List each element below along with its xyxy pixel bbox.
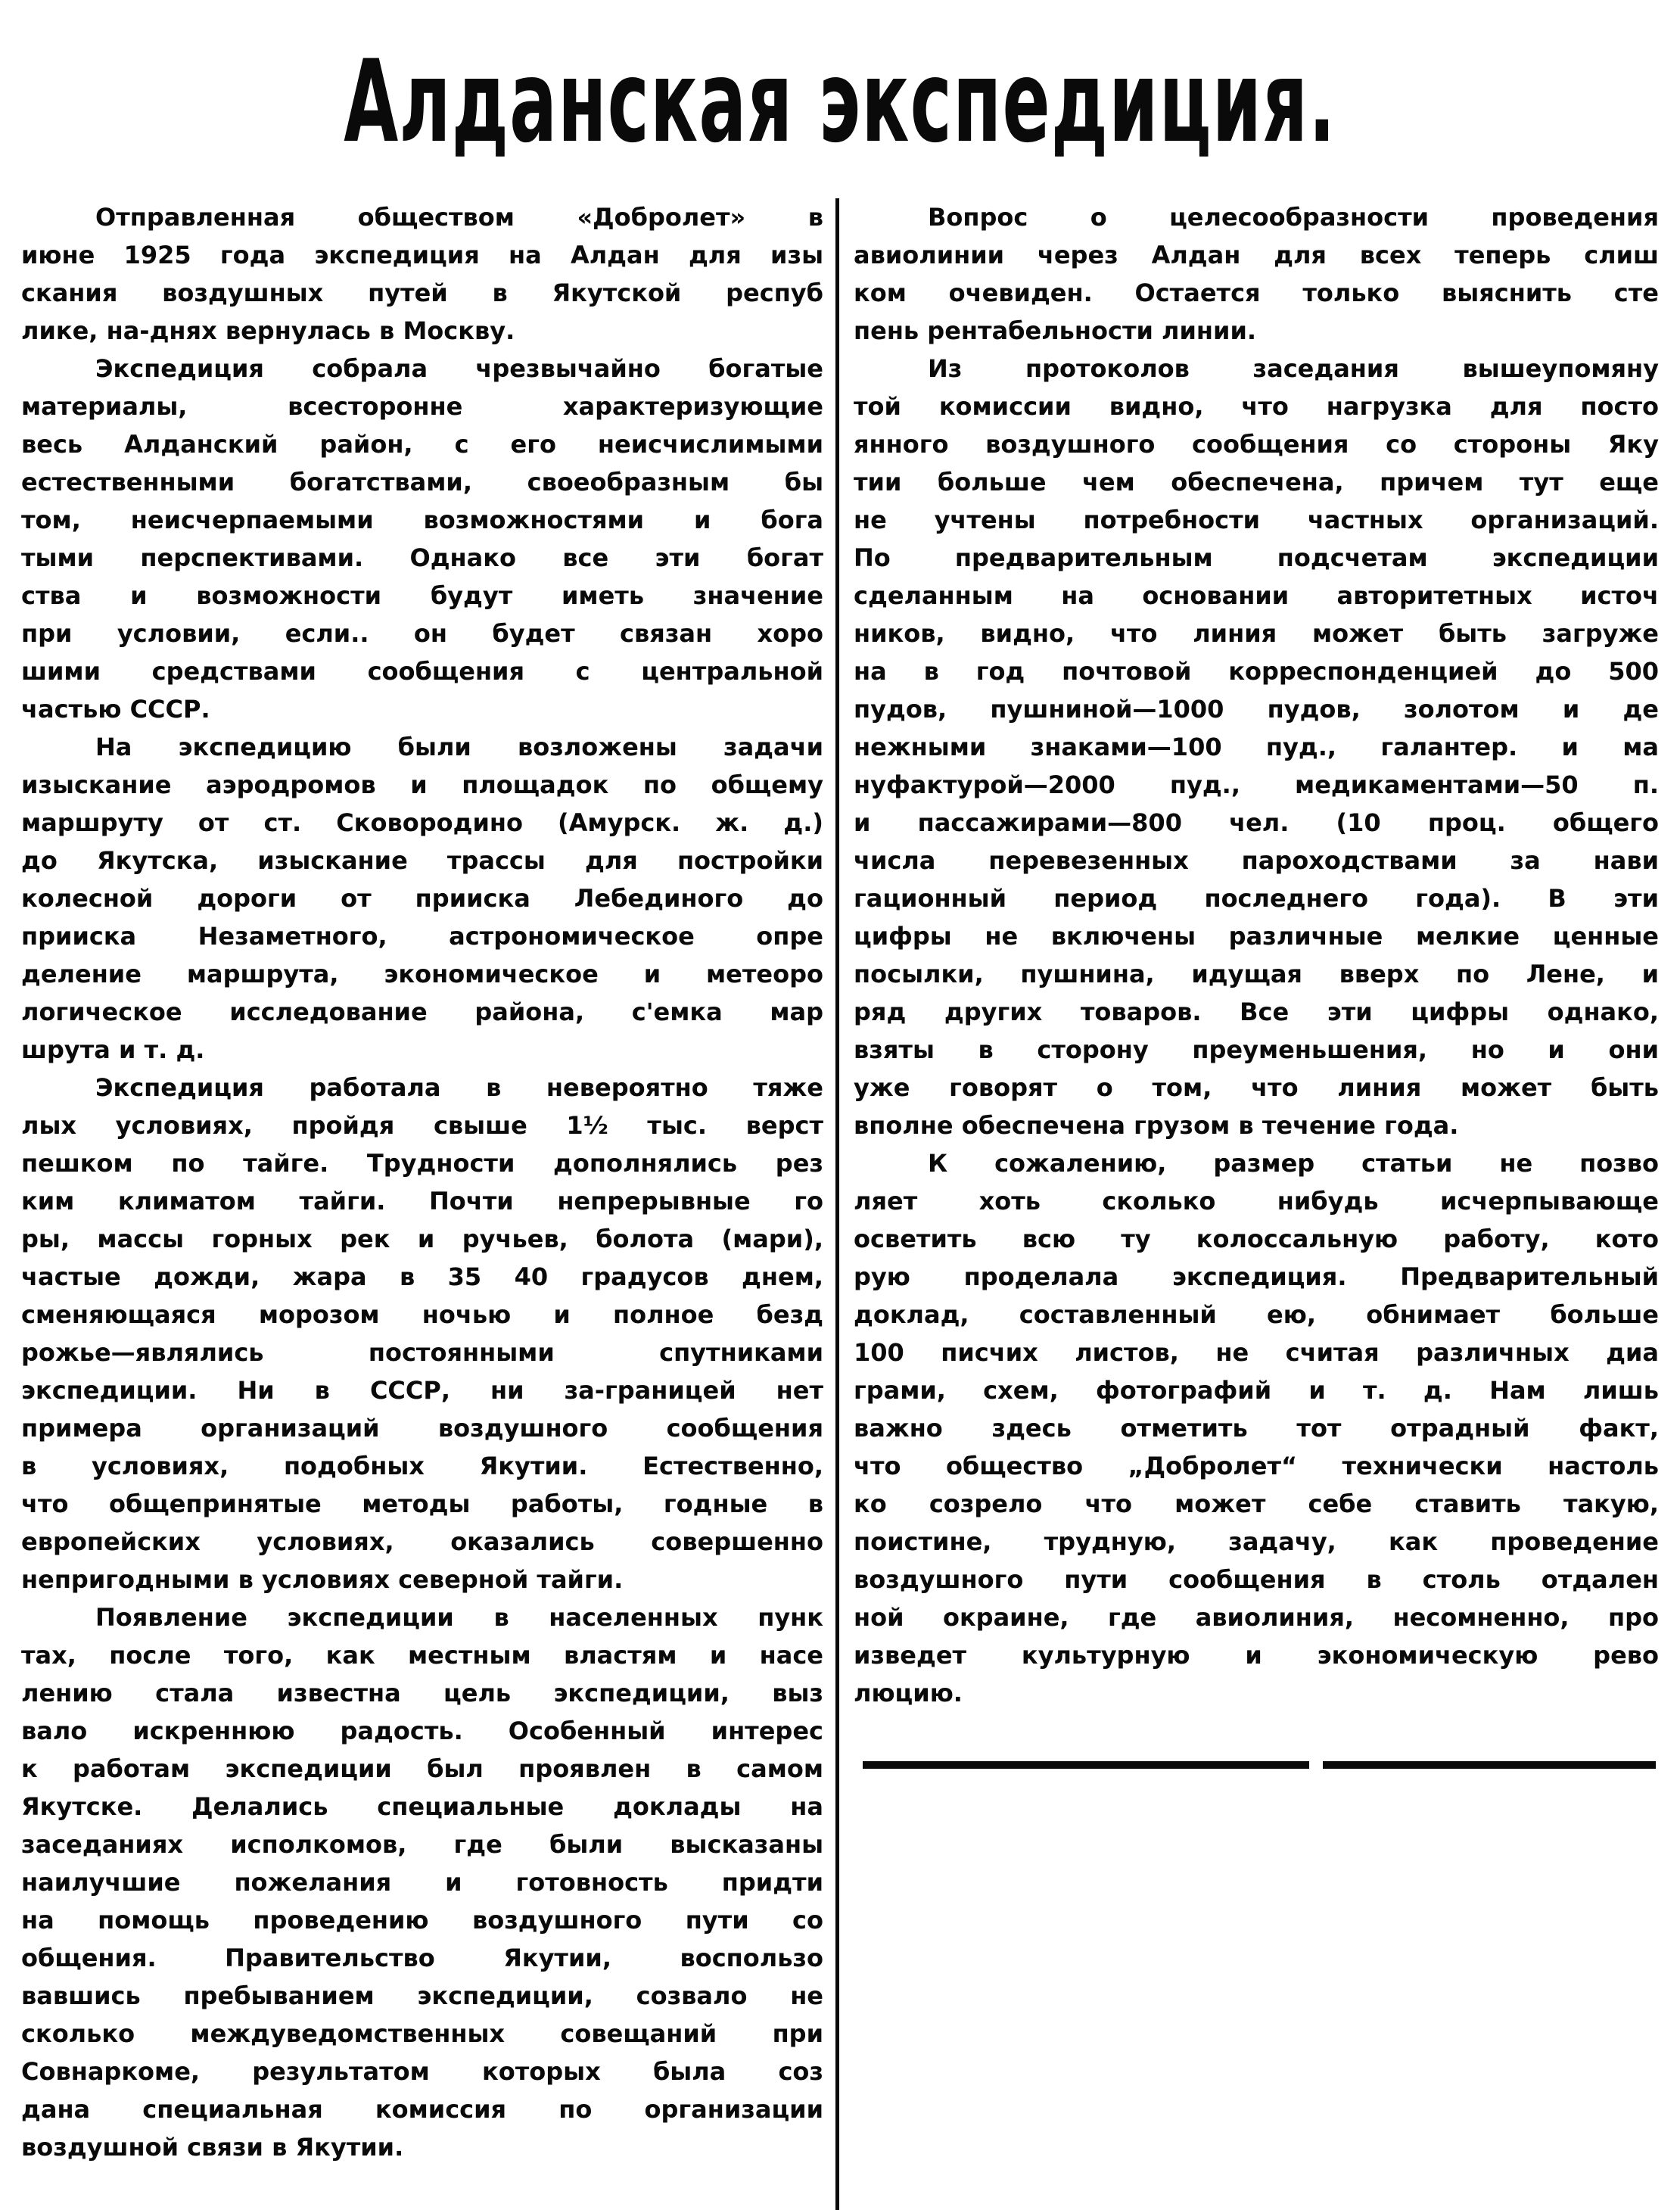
text-line: в условиях, подобных Якутии. Естественно, [21,1452,823,1480]
text-line: что общество „Добролет“ технически настоль [854,1452,1659,1480]
text-line: ляет хоть сколько нибудь исчерпывающе [854,1187,1659,1216]
column-divider [835,198,839,2210]
text-line: взяты в сторону преуменьшения, но и они [854,1035,1659,1064]
text-line: материалы, всесторонне характеризующие [21,392,823,421]
text-line: Экспедиция работала в невероятно тяже [95,1073,823,1102]
text-line: осветить всю ту колоссальную работу, кото [854,1225,1659,1253]
text-line: наилучшие пожелания и готовность придти [21,1868,823,1897]
text-line: лению стала известна цель экспедиции, выз [21,1679,823,1707]
text-line: дана специальная комиссия по организации [21,2095,823,2124]
text-line: шрута и т. д. [21,1035,205,1064]
text-line: при условии, если.. он будет связан хоро [21,619,823,648]
text-line: Экспедиция собрала чрезвычайно богатые [95,354,823,383]
text-line: Якутске. Делались специальные доклады на [21,1792,823,1821]
text-line: тах, после того, как местным властям и насе [21,1641,823,1670]
text-line: что общепринятые методы работы, годные в [21,1489,823,1518]
text-line: воздушного пути сообщения в столь отдален [854,1565,1659,1594]
text-line: ства и возможности будут иметь значение [21,581,823,610]
text-line: авиолинии через Алдан для всех теперь слиш [854,241,1659,269]
text-line: грами, схем, фотографий и т. д. Нам лишь [854,1376,1659,1405]
text-line: пешком по тайге. Трудности дополнялись рез [21,1149,823,1178]
text-line: не учтены потребности частных организаций. [854,506,1659,534]
text-line: примера организаций воздушного сообщения [21,1414,823,1443]
right-column [854,198,1659,1712]
text-line: на помощь проведению воздушного пути со [21,1906,823,1935]
text-line: изведет культурную и экономическую рево [854,1641,1659,1670]
text-line: к работам экспедиции был проявлен в самом [21,1754,823,1783]
end-rule [863,1761,1309,1769]
text-line: посылки, пушнина, идущая вверх по Лене, и [854,960,1659,988]
text-line: нежными знаками—100 пуд., галантер. и ма [854,733,1659,761]
text-line: Отправленная обществом «Добролет» в [95,203,823,232]
text-line: ников, видно, что линия может быть загруже [854,619,1659,648]
text-line: на в год почтовой корреспонденцией до 500 [854,657,1659,686]
text-line: пудов, пушниной—1000 пудов, золотом и де [854,695,1659,724]
text-line: вполне обеспечена грузом в течение года. [854,1111,1459,1140]
text-line: логическое исследование района, с'емка мар [21,998,823,1026]
text-line: ко созрело что может себе ставить такую, [854,1489,1659,1518]
text-line: общения. Правительство Якутии, воспользо [21,1944,823,1972]
text-line: до Якутска, изыскание трассы для постройки [21,846,823,875]
text-line: шими средствами сообщения с центральной [21,657,823,686]
text-line: экспедиции. Ни в СССР, ни за-границей нет [21,1376,823,1405]
text-line: поистине, трудную, задачу, как проведение [854,1527,1659,1556]
text-line: той комиссии видно, что нагрузка для посто [854,392,1659,421]
text-line: прииска Незаметного, астрономическое опре [21,922,823,951]
text-line: рожье—являлись постоянными спутниками [21,1338,823,1367]
text-line: заседаниях исполкомов, где были высказаны [21,1830,823,1859]
text-line: европейских условиях, оказались совершенно [21,1527,823,1556]
text-line: люцию. [854,1679,963,1707]
text-line: вало искреннюю радость. Особенный интерес [21,1717,823,1745]
text-line: гационный период последнего года). В эти [854,884,1659,913]
article-title: Алданская экспедиция. [344,36,1336,168]
text-line: Совнаркоме, результатом которых была соз [21,2057,823,2086]
text-line: На экспедицию были возложены задачи [95,733,823,761]
text-line: воздушной связи в Якутии. [21,2133,404,2162]
text-line: янного воздушного сообщения со стороны Яку [854,430,1659,459]
text-line: нуфактурой—2000 пуд., медикаментами—50 п. [854,770,1659,799]
text-line: частью СССР. [21,695,210,724]
text-line: тыми перспективами. Однако все эти богат [21,543,823,572]
text-line: естественными богатствами, своеобразным бы [21,468,823,496]
text-line: сменяющаяся морозом ночью и полное безд [21,1300,823,1329]
text-line: К сожалению, размер статьи не позво [928,1149,1659,1178]
text-line: частые дожди, жара в 35 40 градусов днем, [21,1262,823,1291]
left-column [21,198,823,2166]
end-rule [1323,1761,1656,1769]
text-line: доклад, составленный ею, обнимает больше [854,1300,1659,1329]
text-line: Появление экспедиции в населенных пунк [95,1603,823,1632]
text-line: числа перевезенных пароходствами за нави [854,846,1659,875]
text-line: том, неисчерпаемыми возможностями и бога [21,506,823,534]
text-line: лых условиях, пройдя свыше 1½ тыс. верст [21,1111,823,1140]
text-line: уже говорят о том, что линия может быть [854,1073,1659,1102]
text-line: деление маршрута, экономическое и метеоро [21,960,823,988]
text-line: пень рентабельности линии. [854,316,1257,345]
text-line: сделанным на основании авторитетных источ [854,581,1659,610]
text-line: сколько междуведомственных совещаний при [21,2019,823,2048]
text-line: ким климатом тайги. Почти непрерывные го [21,1187,823,1216]
text-line: скания воздушных путей в Якутской респуб [21,279,823,307]
text-line: Вопрос о целесообразности проведения [928,203,1659,232]
text-line: По предварительным подсчетам экспедиции [854,543,1659,572]
text-line: 100 писчих листов, не считая различных диа [854,1338,1659,1367]
text-line: ной окраине, где авиолиния, несомненно, про [854,1603,1659,1632]
text-line: цифры не включены различные мелкие ценные [854,922,1659,951]
text-line: ком очевиден. Остается только выяснить сте [854,279,1659,307]
text-line: непригодными в условиях северной тайги. [21,1565,624,1594]
text-line: лике, на-днях вернулась в Москву. [21,316,515,345]
text-line: маршруту от ст. Сковородино (Амурск. ж. д.) [21,808,823,837]
text-line: ры, массы горных рек и ручьев, болота (мари), [21,1225,823,1253]
text-line: важно здесь отметить тот отрадный факт, [854,1414,1659,1443]
text-line: и пассажирами—800 чел. (10 проц. общего [854,808,1659,837]
text-line: рую проделала экспедиция. Предварительный [854,1262,1659,1291]
text-line: изыскание аэродромов и площадок по общему [21,770,823,799]
text-line: тии больше чем обеспечена, причем тут еще [854,468,1659,496]
text-line: июне 1925 года экспедиция на Алдан для изы [21,241,823,269]
text-line: вавшись пребыванием экспедиции, созвало не [21,1981,823,2010]
text-line: колесной дороги от прииска Лебединого до [21,884,823,913]
text-line: Из протоколов заседания вышеупомяну [928,354,1659,383]
text-line: весь Алданский район, с его неисчислимыми [21,430,823,459]
text-line: ряд других товаров. Все эти цифры однако, [854,998,1659,1026]
